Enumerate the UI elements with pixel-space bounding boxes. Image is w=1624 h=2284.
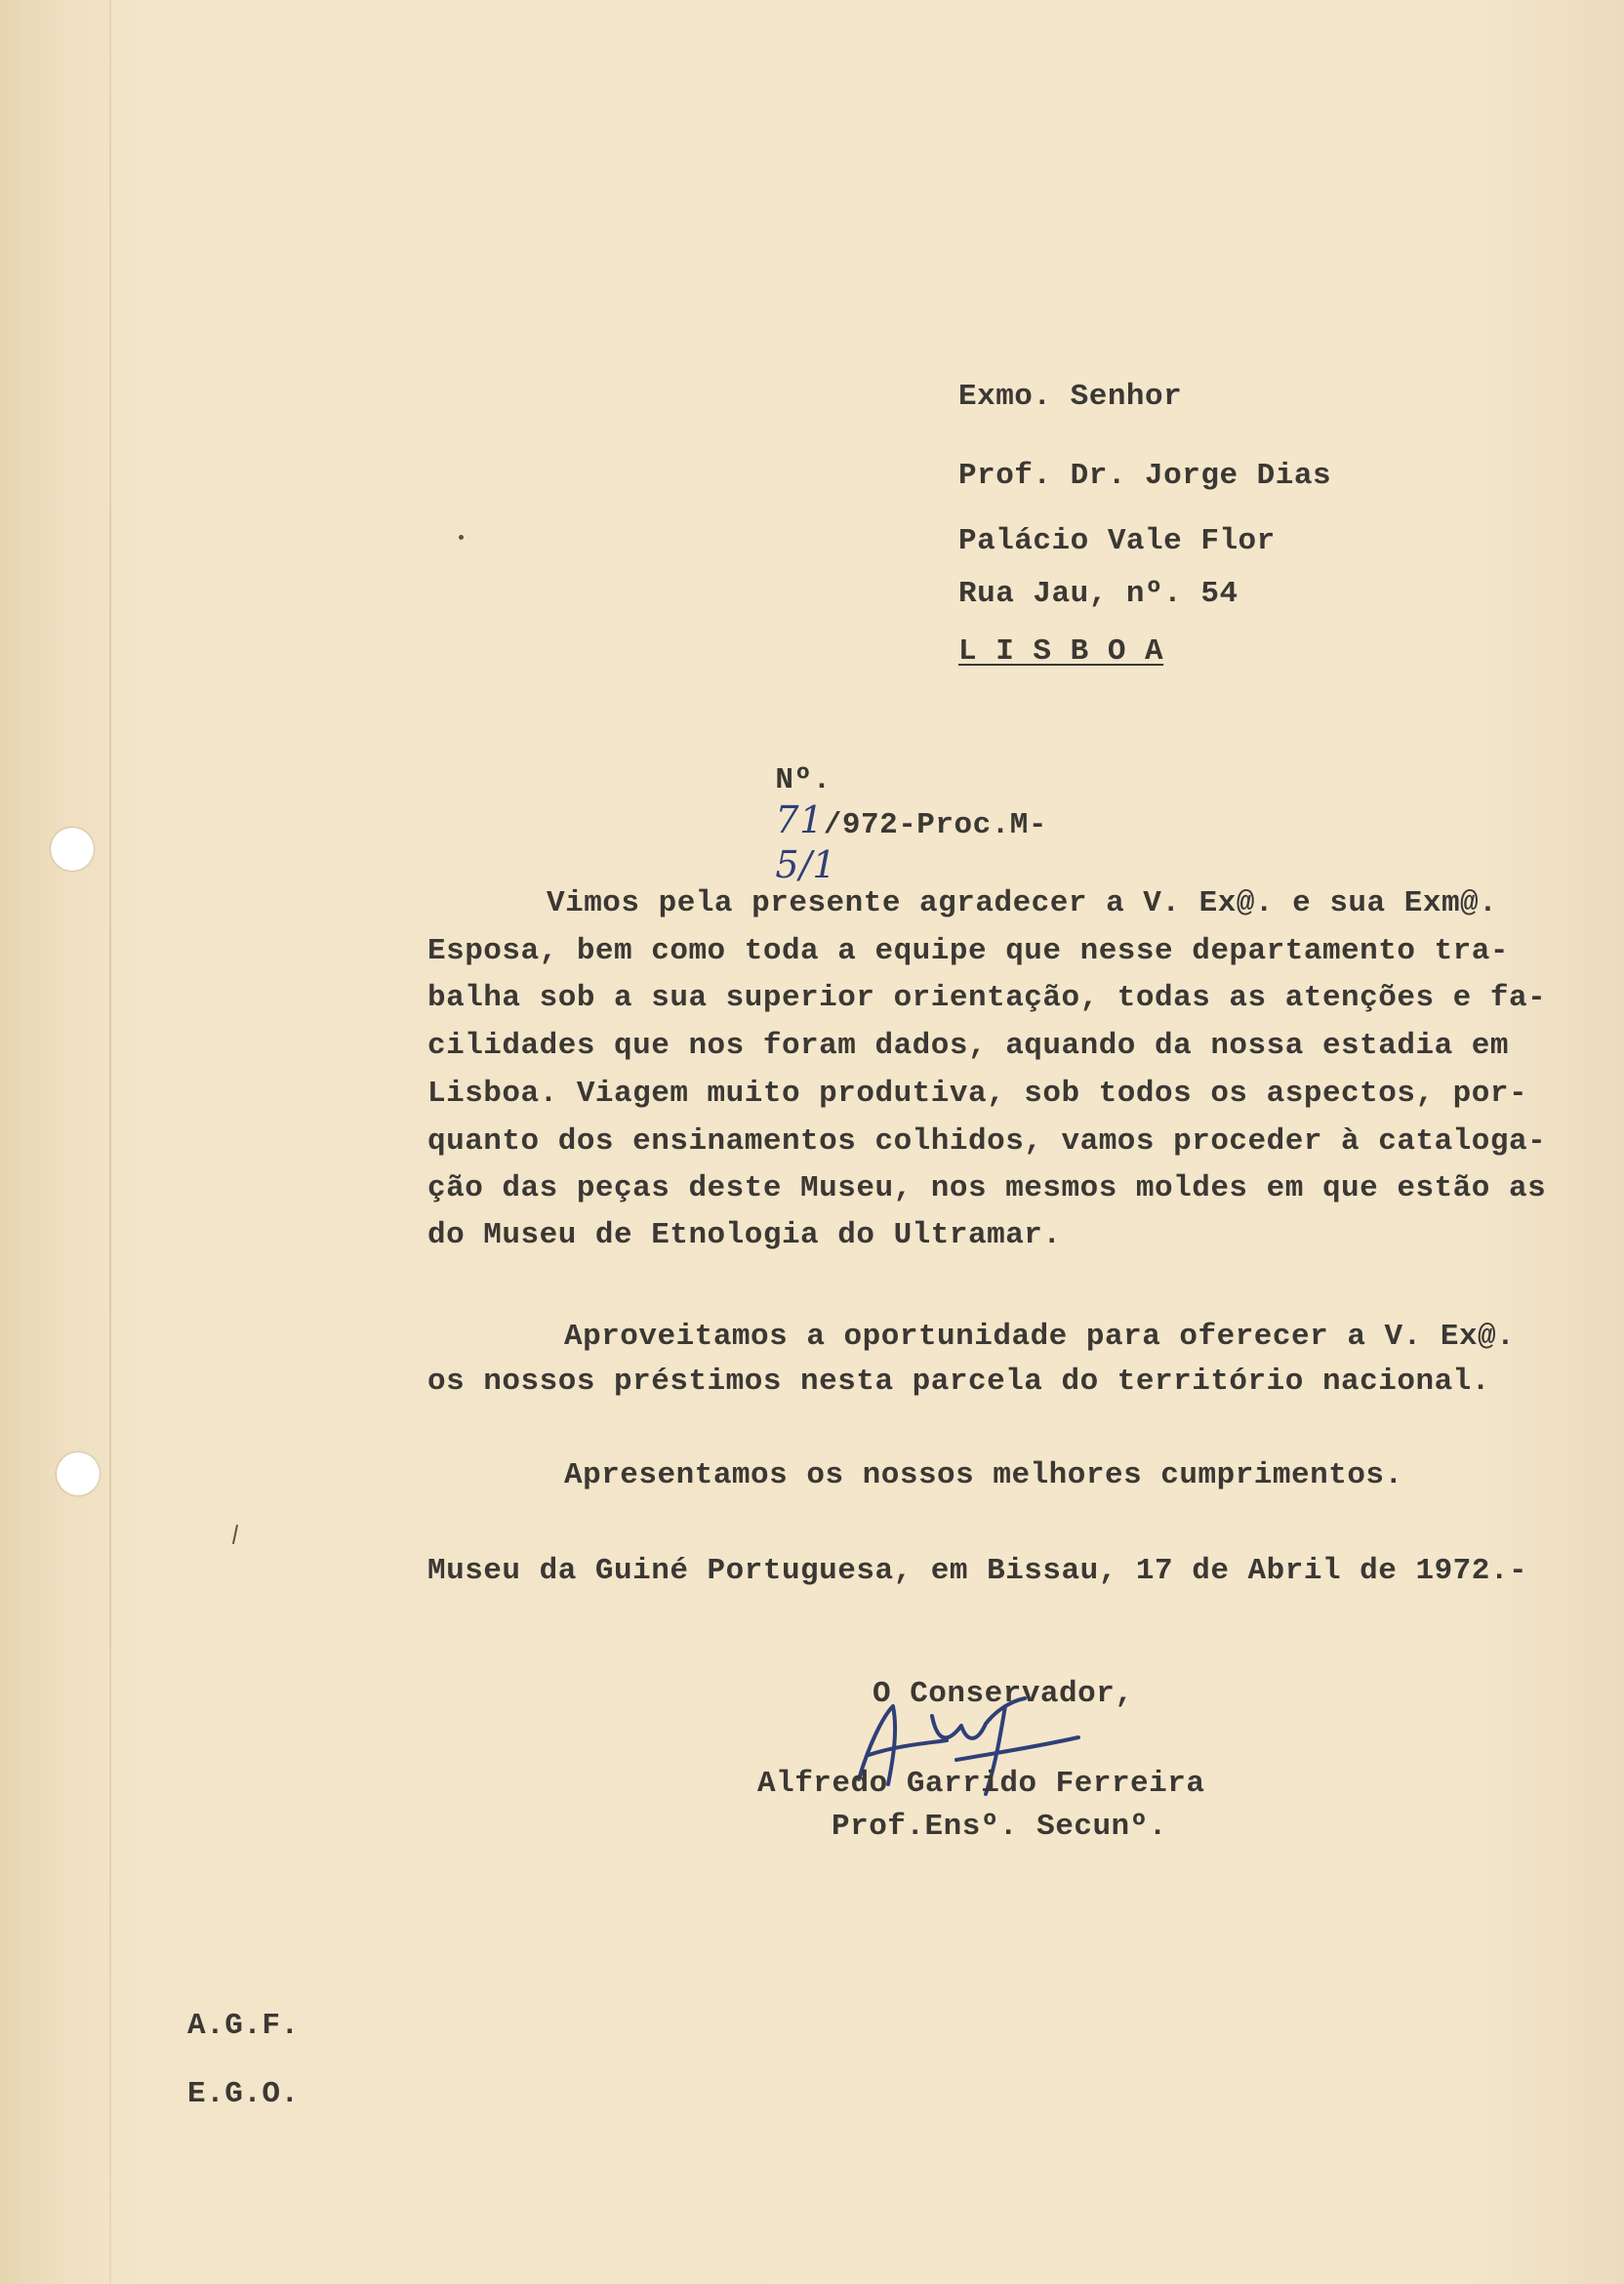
paragraph-line: os nossos préstimos nesta parcela do território nacional. <box>427 1365 1490 1399</box>
paper-fold-line <box>109 0 111 2284</box>
paragraph-line: Aproveitamos a oportunidade para oferecer a V. Ex@. <box>564 1320 1516 1354</box>
body-paragraph-2 <box>427 1318 1608 1406</box>
typist-initials: E.G.O. <box>187 2077 300 2111</box>
recipient-building: Palácio Vale Flor <box>958 524 1276 558</box>
punch-hole-bottom <box>57 1452 100 1495</box>
paragraph-line: Lisboa. Viagem muito produtiva, sob todos os aspectos, por- <box>427 1077 1528 1111</box>
paragraph-line: balha sob a sua superior orientação, todas as atenções e fa- <box>427 981 1547 1015</box>
paragraph-line: Esposa, bem como toda a equipe que nesse departamento tra- <box>427 934 1509 968</box>
reference-prefix: Nº. <box>775 763 832 797</box>
reference-typed-middle: /972-Proc.M- <box>823 808 1048 842</box>
stray-tick-mark <box>232 1525 238 1544</box>
stray-dot-mark <box>459 535 464 540</box>
paragraph-line: Apresentamos os nossos melhores cumprimentos. <box>564 1458 1403 1492</box>
signature-title: Prof.Ensº. Secunº. <box>832 1810 1167 1844</box>
reference-handwritten-number: 71 <box>775 798 824 841</box>
body-paragraph-3 <box>427 1456 1608 1499</box>
recipient-street: Rua Jau, nº. 54 <box>958 577 1238 611</box>
paragraph-line: quanto dos ensinamentos colhidos, vamos proceder à cataloga- <box>427 1124 1547 1159</box>
recipient-name: Prof. Dr. Jorge Dias <box>958 459 1332 493</box>
paragraph-line: ção das peças deste Museu, nos mesmos moldes em que estão as <box>427 1171 1547 1205</box>
paragraph-line: do Museu de Etnologia do Ultramar. <box>427 1218 1062 1252</box>
body-paragraph-1 <box>427 884 1608 1275</box>
reference-handwritten-suffix: 5/1 <box>775 843 837 886</box>
recipient-salutation: Exmo. Senhor <box>958 380 1183 414</box>
place-date-line: Museu da Guiné Portuguesa, em Bissau, 17 de Abril de 1972.- <box>427 1554 1528 1588</box>
punch-hole-top <box>51 828 94 871</box>
paragraph-line: Vimos pela presente agradecer a V. Ex@. e sua Exm@. <box>547 886 1498 920</box>
signature-role: O Conservador, <box>873 1677 1134 1711</box>
signature-name: Alfredo Garrido Ferreira <box>757 1767 1205 1801</box>
recipient-city: L I S B O A <box>958 634 1164 669</box>
paragraph-line: cilidades que nos foram dados, aquando da nossa estadia em <box>427 1029 1509 1063</box>
author-initials: A.G.F. <box>187 2009 300 2043</box>
